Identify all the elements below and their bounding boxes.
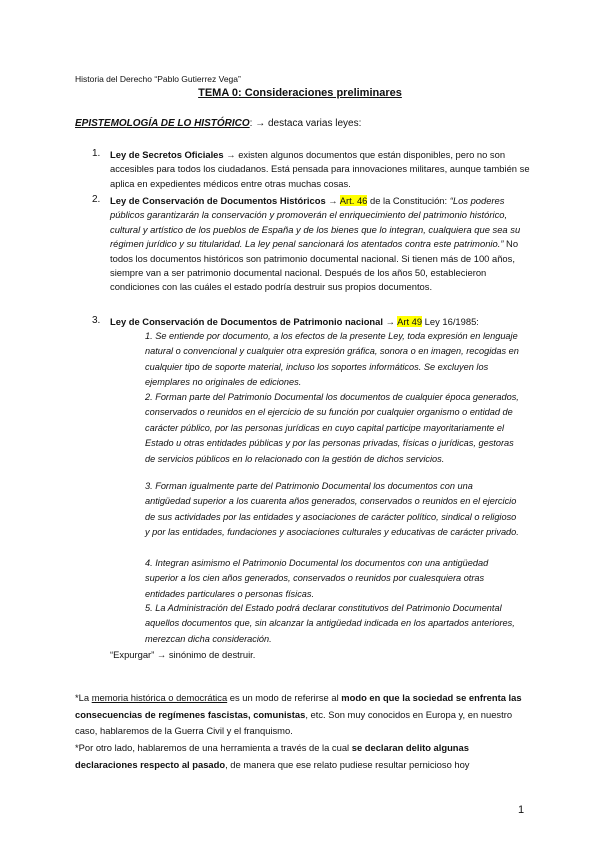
- note1-star: *La: [75, 692, 92, 703]
- expurgar-note: “Expurgar” → sinónimo de destruir.: [110, 649, 256, 660]
- list-item-2: [110, 194, 530, 295]
- law-text-1: → existen algunos documentos que están disponibles, pero no son accesibles para todos los ciudadanos. Está pensada para innovaciones militares, aunque también se aplica en expedientes médicos entre otras muchas cosas.: [110, 149, 530, 189]
- note1-text-1: es un modo de referirse al: [227, 692, 342, 703]
- note2-bold: se declaran delito algunas declaraciones respecto al pasado: [75, 742, 469, 770]
- quote-paragraph-1: 1. Se entiende por documento, a los efectos de la presente Ley, toda expresión en lenguaje natural o convencional y cualquier otra expresión gráfica, sonora o en imagen, recogidas en cualquier tipo de soporte material, incluso los soportes informáticos. Se excluyen los ejemplares no originales de ediciones.: [145, 331, 519, 388]
- list-number-3: 3.: [92, 315, 101, 326]
- quote-paragraph-2: 2. Forman parte del Patrimonio Documental los documentos de cualquier época generados, conservados o reunidos en el ejercicio de su función por cualquier organismo o entidad de carácter público, por las personas jurídicas en cuyo capital participe mayoritariamente el Estado u otras entidades públicas y por las personas privadas, físicas o jurídicas, gestoras de servicios públicos en lo relacionado con la gestión de dichos servicios.: [145, 392, 519, 464]
- quote-paragraph-4: 4. Integran asimismo el Patrimonio Documental los documentos con una antigüedad superior a los cien años generados, conservados o reunidos por cualesquiera otras entidades particulares o personas físicas.: [145, 558, 489, 599]
- article-ref-3: Art 49: [397, 316, 423, 327]
- constitution-quote: “Los poderes públicos garantizarán la conservación y promoverán el enriquecimiento del patrimonio histórico, cultural y artístico de los pueblos de España y de los bienes que lo integran, cualquiera que sea su régimen jurídico y su titularidad. La ley penal sancionará los atentados contra este patrimonio.”: [110, 195, 521, 250]
- law-mid-3: Ley 16/1985:: [422, 316, 479, 327]
- arrow-3: →: [382, 316, 398, 327]
- note1-bold: modo en que la sociedad se enfrenta las consecuencias de regímenes fascistas, comunistas: [75, 692, 522, 720]
- list-item-3: [110, 315, 530, 329]
- list-number-1: 1.: [92, 148, 101, 159]
- page-title: TEMA 0: Consideraciones preliminares: [198, 87, 402, 99]
- note2-text-1: *Por otro lado, hablaremos de una herramienta a través de la cual: [75, 742, 352, 753]
- note1-text-2: , etc. Son muy conocidos en Europa y, en nuestro caso, hablaremos de la Guerra Civil y el franquismo.: [75, 708, 513, 737]
- law-mid-2: de la Constitución:: [367, 195, 450, 206]
- historical-memory-term: memoria histórica o democrática: [91, 692, 228, 703]
- crime-declaration-note: [75, 740, 525, 773]
- epistemology-heading: [75, 118, 361, 129]
- epistemology-label: EPISTEMOLOGÍA DE LO HISTÓRICO: [75, 118, 250, 129]
- article-ref-2: Art. 46: [339, 195, 368, 206]
- quote-paragraph-3: 3. Forman igualmente parte del Patrimonio Documental los documentos con una antigüedad superior a los cuarenta años generados, conservados o reunidos en el ejercicio de sus actividades por las entidades y asociaciones de carácter político, sindical o religioso y por las entidades, fundaciones y asociaciones culturales y educativas de carácter privado.: [145, 481, 519, 538]
- list-item-1: [110, 148, 530, 191]
- note2-text-2: , de manera que ese relato pudiese resultar pernicioso hoy: [225, 758, 470, 770]
- epistemology-suffix: : → destaca varias leyes:: [249, 118, 362, 129]
- page-number: 1: [518, 804, 525, 816]
- law-rest-2: No todos los documentos históricos son patrimonio documental nacional. Si tienen más de 100 años, siempre van a ser patrimonio documental nacional. Después de los años 50, establecieron condiciones con las cuáles el estado podría destruir sus propios documentos.: [110, 238, 519, 293]
- law-name-1: Ley de Secretos Oficiales: [110, 149, 224, 160]
- quote-paragraph-5: 5. La Administración del Estado podrá declarar constitutivos del Patrimonio Documental aquellos documentos que, sin alcanzar la antigüedad indicada en los apartados anteriores, merezcan dicha consideración.: [145, 603, 515, 644]
- historical-memory-note: [75, 690, 525, 740]
- law-name-3: Ley de Conservación de Documentos de Patrimonio nacional: [110, 316, 383, 327]
- document-header: Historia del Derecho “Pablo Gutierrez Vega”: [75, 74, 241, 84]
- law-name-2: Ley de Conservación de Documentos Históricos: [110, 195, 326, 206]
- list-number-2: 2.: [92, 194, 101, 205]
- arrow-2: →: [325, 195, 340, 206]
